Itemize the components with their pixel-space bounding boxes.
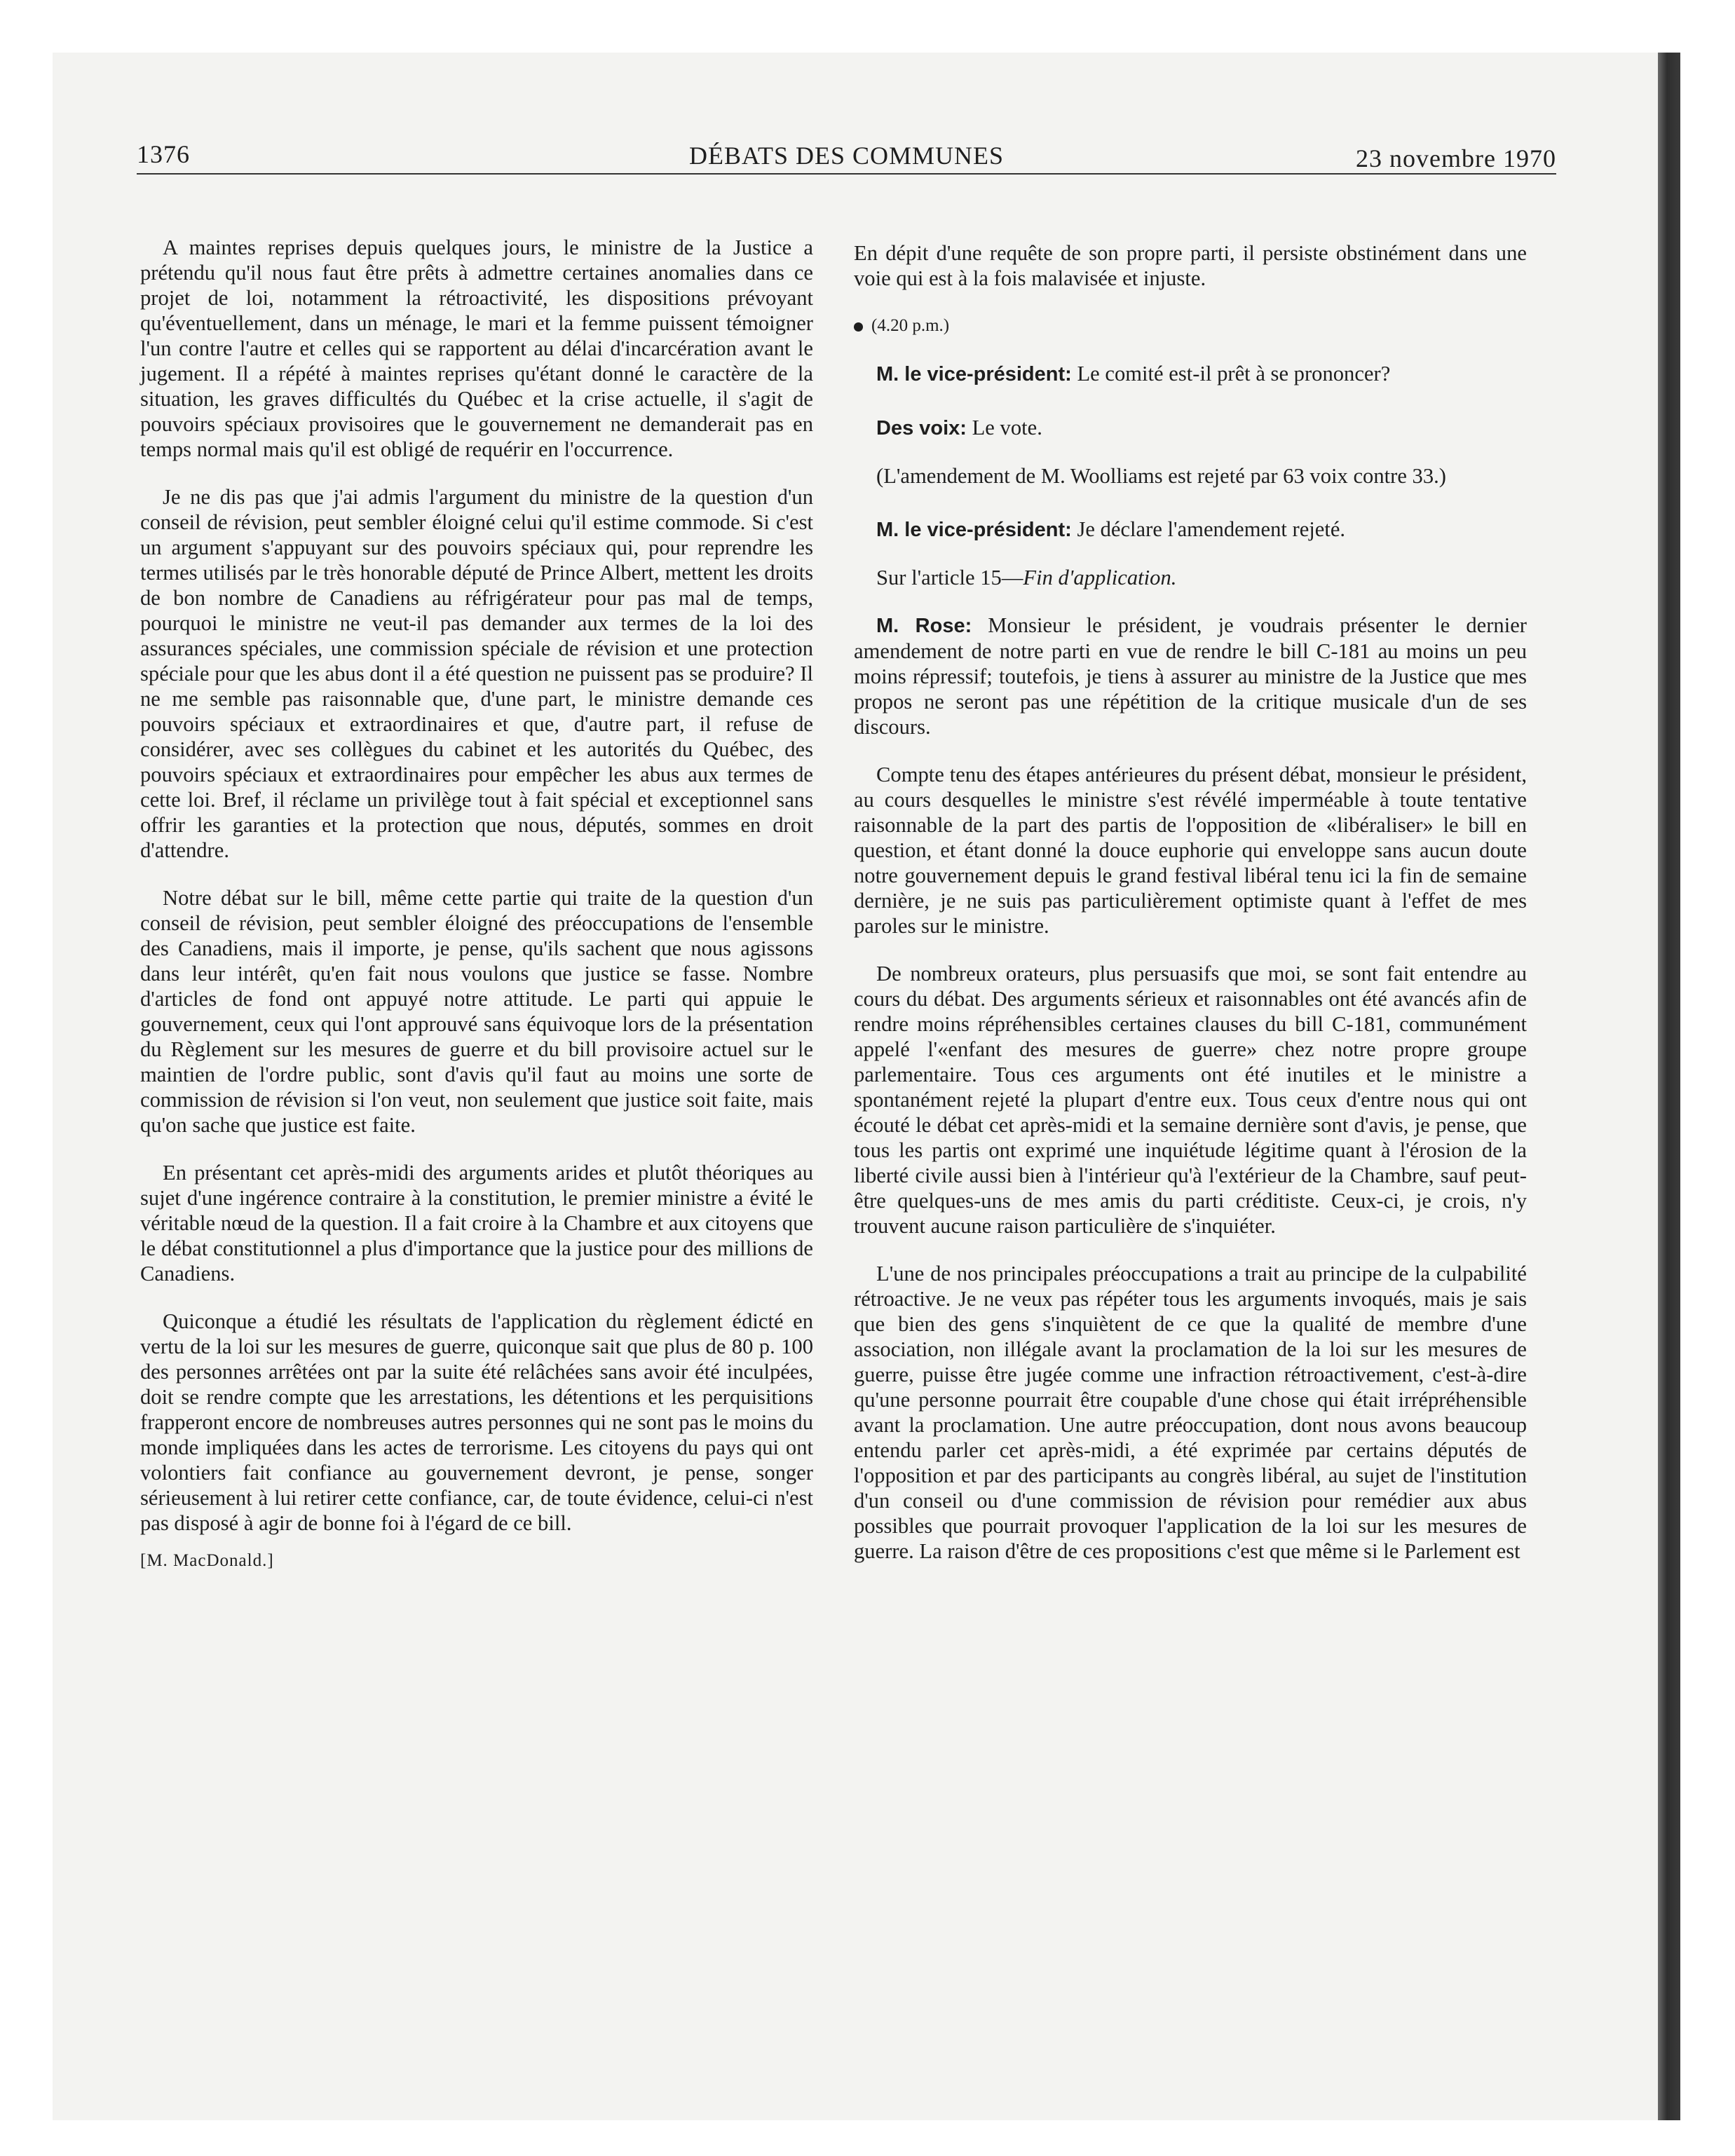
right-column <box>854 240 1527 1586</box>
page-number: 1376 <box>137 140 190 168</box>
speech-text: Le vote. <box>972 416 1042 439</box>
paragraph: Quiconque a étudié les résultats de l'application du règlement édicté en vertu de la loi sur les mesures de guerre, quiconque sait que plus de 80 p. 100 des personnes arrêtées ont par la suite été relâchées sans avoir été inculpées, doit se rendre compte que les arrestations, les détentions et les perquisitions frapperont encore de nombreuses autres personnes qui ne sont pas le moins du monde impliquées dans les actes de terrorisme. Les citoyens du pays qui ont volontiers fait confiance au gouvernement devront, je pense, songer sérieusement à lui retirer cette confiance, car, de toute évidence, celui-ci n'est pas disposé à agir de bonne foi à l'égard de ce bill. <box>140 1309 813 1535</box>
paragraph: En dépit d'une requête de son propre parti, il persiste obstinément dans une voie qui est à la fois malavisée et injuste. <box>854 241 1527 290</box>
bullet-icon <box>854 322 863 332</box>
speaker-name: M. Rose: <box>876 615 972 637</box>
header-rule <box>137 173 1556 175</box>
speech-text: Je déclare l'amendement rejeté. <box>1077 517 1346 541</box>
speaker-name: M. le vice-président: <box>876 363 1072 386</box>
speaker-name: M. le vice-président: <box>876 519 1072 541</box>
article-prefix: Sur l'article 15— <box>876 566 1023 589</box>
page-header <box>137 137 1556 173</box>
speech <box>854 415 1527 441</box>
paragraph: L'une de nos principales préoccupations a trait au principe de la culpabilité rétroactive. Je ne veux pas répéter tous les arguments invoqués, mais je sais que bien des gens s'inquiètent de ce que la qualité de membre d'une association, non illégale avant la proclamation de la loi sur les mesures de guerre, puisse être jugée comme une infraction rétroactivement, c'est-à-dire qu'une personne pourrait être coupable d'une chose qui était irrépréhensible avant la proclamation. Une autre préoccupation, dont nous avons beaucoup entendu parler cet après-midi, a été exprimée par certains députés de l'opposition et par des participants au congrès libéral, au sujet de l'institution d'un conseil ou d'une commission de révision pour remédier aux abus possibles que pourrait provoquer l'application de la loi sur les mesures de guerre. La raison d'être de ces propositions c'est que même si le Parlement est <box>854 1262 1527 1563</box>
speech-text: Le comité est-il prêt à se prononcer? <box>1077 362 1391 386</box>
article-heading <box>854 565 1527 590</box>
paragraph: A maintes reprises depuis quelques jours, le ministre de la Justice a prétendu qu'il nous faut être prêts à admettre certaines anomalies dans ce projet de loi, notamment la rétroactivité, les dispositions prévoyant qu'éventuellement, dans un ménage, le mari et la femme puissent témoigner l'un contre l'autre et celles qui se rapportent au délai d'incarcération avant le jugement. Il a répété à maintes reprises qu'étant donné le caractère de la situation, les graves difficultés du Québec et la crise actuelle, il s'agit de pouvoirs spéciaux provisoires que le gouvernement ne demanderait pas en temps normal mais qu'il est obligé de requérir en l'occurrence. <box>140 236 813 461</box>
time-marker <box>854 313 1527 339</box>
paragraph: Je ne dis pas que j'ai admis l'argument du ministre de la question d'un conseil de révision, peut sembler éloigné celui qu'il estime commode. Si c'est un argument s'appuyant sur des pouvoirs spéciaux qui, pour reprendre les termes utilisés par le très honorable député de Prince Albert, mettent les droits de bon nombre de Canadiens au réfrigérateur pour pas mal de temps, pourquoi le ministre ne veut-il pas demander aux termes de la loi des assurances spéciales, une commission spéciale de révision et une protection spéciale pour que les abus dont il a été question ne puissent pas se produire? Il ne me semble pas raisonnable que, d'une part, le ministre demande ces pouvoirs spéciaux et extraordinaires et que, d'autre part, il refuse de considérer, avec ses collègues du cabinet et les autorités du Québec, des pouvoirs spéciaux et extraordinaires pour empêcher les abus aux termes de cette loi. Bref, il réclame un privilège tout à fait spécial et exceptionnel sans offrir les garanties et la protection que nous, députés, sommes en droit d'attendre. <box>140 485 813 862</box>
journal-title: DÉBATS DES COMMUNES <box>688 142 1005 170</box>
speaker-attribution: [M. MacDonald.] <box>140 1551 274 1570</box>
article-title: Fin d'application. <box>1023 566 1177 589</box>
paragraph: En présentant cet après-midi des arguments arides et plutôt théoriques au sujet d'une ingérence contraire à la constitution, le premier ministre a évité le véritable nœud de la question. Il a fait croire à la Chambre et aux citoyens que le débat constitutionnel a plus d'importance que la justice pour des millions de Canadiens. <box>140 1161 813 1285</box>
speech <box>854 613 1527 739</box>
speech <box>854 361 1527 387</box>
binding-edge <box>1658 53 1680 2120</box>
issue-date: 23 novembre 1970 <box>1356 144 1556 172</box>
speech-text: Monsieur le président, je voudrais présenter le dernier amendement de notre parti en vue de rendre le bill C-181 au moins un peu moins répressif; toutefois, je tiens à assurer au ministre de la Justice que mes propos ne seront pas une répétition de la critique musicale d'un de ses discours. <box>854 613 1528 739</box>
paragraph: Compte tenu des étapes antérieures du présent débat, monsieur le président, au cours desquelles le ministre s'est révélé imperméable à toute tentative raisonnable de la part des partis de l'opposition de «libéraliser» le bill en question, et étant donné la douce euphorie qui enveloppe sans aucun doute notre gouvernement depuis le grand festival libéral tenu ici la fin de semaine dernière, je ne suis pas particulièrement optimiste quant à l'effet de mes paroles sur le ministre. <box>854 763 1527 938</box>
time-marker-text: (4.20 p.m.) <box>871 316 950 335</box>
left-column <box>140 235 813 1596</box>
paragraph: De nombreux orateurs, plus persuasifs que moi, se sont fait entendre au cours du débat. Des arguments sérieux et raisonnables ont été avancés afin de rendre moins répréhensibles certaines clauses du bill C-181, communément appelé l'«enfant des mesures de guerre» chez notre propre groupe parlementaire. Tous ces arguments ont été inutiles et le ministre a spontanément rejeté la plupart d'entre eux. Tous ceux d'entre nous qui ont écouté le débat cet après-midi et la semaine dernière sont d'avis, je pense, que tous les partis ont exprimé une inquiétude légitime quant à l'érosion de la liberté civile aussi bien à l'intérieur qu'à l'extérieur de la Chambre, sauf peut-être quelques-uns de mes amis du parti créditiste. Ceux-ci, je crois, n'y trouvent aucune raison particulière de s'inquiéter. <box>854 962 1527 1238</box>
speech <box>854 517 1527 543</box>
speaker-name: Des voix: <box>876 417 967 439</box>
vote-result: (L'amendement de M. Woolliams est rejeté par 63 voix contre 33.) <box>876 464 1446 488</box>
paragraph: Notre débat sur le bill, même cette partie qui traite de la question d'un conseil de révision, peut sembler éloigné des préoccupations de l'ensemble des Canadiens, mais il importe, je pense, qu'ils sachent que nous agissons dans leur intérêt, qu'en fait nous voulons que justice se fasse. Nombre d'articles de fond ont appuyé notre attitude. Le parti qui appuie le gouvernement, ceux qui l'ont approuvé sans équivoque lors de la présentation du Règlement sur les mesures de guerre et du bill provisoire actuel sur le maintien de l'ordre public, sont d'avis qu'il faut au moins une sorte de commission de révision si l'on veut, non seulement que justice soit faite, mais qu'on sache que justice est faite. <box>140 886 813 1137</box>
